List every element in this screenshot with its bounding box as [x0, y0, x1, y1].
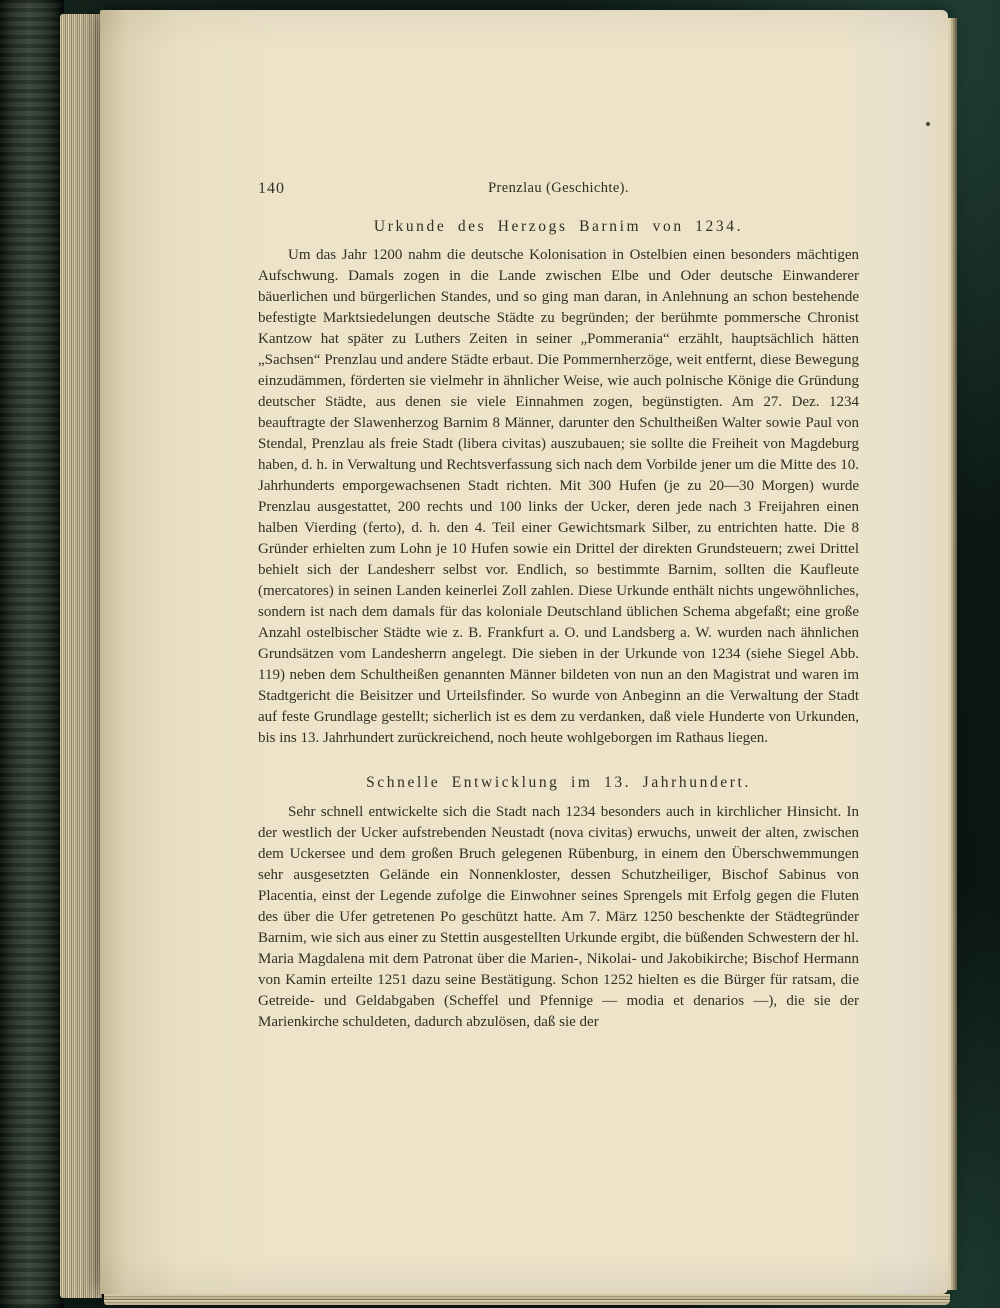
book-spine: [0, 0, 64, 1308]
page-number: 140: [258, 180, 285, 197]
book-page: [100, 10, 948, 1294]
page-speck: [926, 122, 930, 126]
section-paragraph-entwicklung: Sehr schnell entwickelte sich die Stadt nach 1234 besonders auch in kirchlicher Hinsicht. In der westlich der Ucker aufstrebenden Neustadt (nova civitas) erwuchs, unweit der alten, zwischen dem Uckersee und dem großen Bruch gelegenen Rübenburg, in einem den Überschwemmungen sehr ausgesetzten Gelände ein Nonnenkloster, dessen Schutzheiliger, Bischof Sabinus von Placentia, einst der Legende zufolge die Einwohner seines Sprengels mit Erfolg gegen die Fluten des über die Ufer getretenen Po geschützt hatte. Am 7. März 1250 beschenkte der Städtegründer Barnim, wie sich aus einer zu Stettin ausgestellten Urkunde ergibt, die büßenden Schwestern der hl. Maria Magdalena mit dem Patronat über die Marien-, Nikolai- und Jakobikirche; Bischof Hermann von Kamin erteilte 1251 dazu seine Bestätigung. Schon 1252 hielten es die Bürger für ratsam, die Getreide- und Geldabgaben (Scheffel und Pfennige — modia et denarios —), die sie der Marienkirche schuldeten, dadurch abzulösen, daß sie der: [258, 804, 859, 1030]
bottom-page-edges: [104, 1294, 950, 1305]
left-page-edges: [60, 14, 102, 1298]
running-header-title: Prenzlau (Geschichte).: [488, 180, 629, 196]
right-page-edges: [948, 18, 961, 1290]
section-paragraph-urkunde: Um das Jahr 1200 nahm die deutsche Kolonisation in Ostelbien einen besonders mächtigen Aufschwung. Damals zogen in die Lande zwischen Elbe und Oder deutsche Einwanderer bäuerlichen und bürgerlichen Standes, und so ging man daran, in Anlehnung an schon bestehende befestigte Marktsiedelungen deutsche Städte zu begründen; der berühmte pommersche Chronist Kantzow hat später zu Luthers Zeiten in seiner „Pommerania“ erzählt, hauptsächlich hätten „Sachsen“ Prenzlau und andere Städte erbaut. Die Pommernherzöge, weit entfernt, diese Bewegung einzudämmen, förderten sie vielmehr in ähnlicher Weise, wie auch polnische Könige die Gründung deutscher Städte, aus denen sie viele Einnahmen zogen, begünstigten. Am 27. Dez. 1234 beauftragte der Slawenherzog Barnim 8 Männer, darunter den Schultheißen Walter sowie Paul von Stendal, Prenzlau als freie Stadt (libera civitas) auszubauen; sie sollte die Freiheit von Magdeburg haben, d. h. in Verwaltung und Rechtsverfassung sich nach dem Vorbilde jener um die Mitte des 10. Jahrhunderts emporgewachsenen Stadt richten. Mit 300 Hufen (je zu 20—30 Morgen) wurde Prenzlau ausgestattet, 200 rechts und 100 links der Ucker, deren jede nach 3 Freijahren einen halben Vierding (ferto), d. h. den 4. Teil einer Gewichtsmark Silber, zu entrichten hatte. Die 8 Gründer erhielten zum Lohn je 10 Hufen sowie ein Drittel der direkten Grundsteuern; zwei Drittel behielt sich der Landesherr selbst vor. Endlich, so bestimmte Barnim, sollten die Kaufleute (mercatores) in seinen Landen keinerlei Zoll zahlen. Diese Urkunde enthält nichts ungewöhnliches, sondern ist nach dem damals für das koloniale Deutschland üblichen Schema abgefaßt; eine große Anzahl ostelbischer Städte wie z. B. Frankfurt a. O. und Landsberg a. W. wurden nach ähnlichen Grundsätzen vom Landesherrn angelegt. Die sieben in der Urkunde von 1234 (siehe Siegel Abb. 119) neben dem Schultheißen genannten Männer bildeten von nun an den Magistrat und waren im Stadtgericht die Beisitzer und Urteilsfinder. So wurde von Anbeginn an die Verwaltung der Stadt auf feste Grundlage gestellt; sicherlich ist es dem zu verdanken, daß viele Hunderte von Urkunden, bis ins 13. Jahrhundert zurückreichend, noch heute wohlgeborgen im Rathaus liegen.: [258, 247, 859, 746]
section-heading-urkunde: Urkunde des Herzogs Barnim von 1234.: [373, 218, 744, 235]
section-heading-entwicklung: Schnelle Entwicklung im 13. Jahrhundert.: [366, 774, 751, 791]
running-head: [258, 180, 859, 202]
text-column: [258, 180, 859, 1033]
